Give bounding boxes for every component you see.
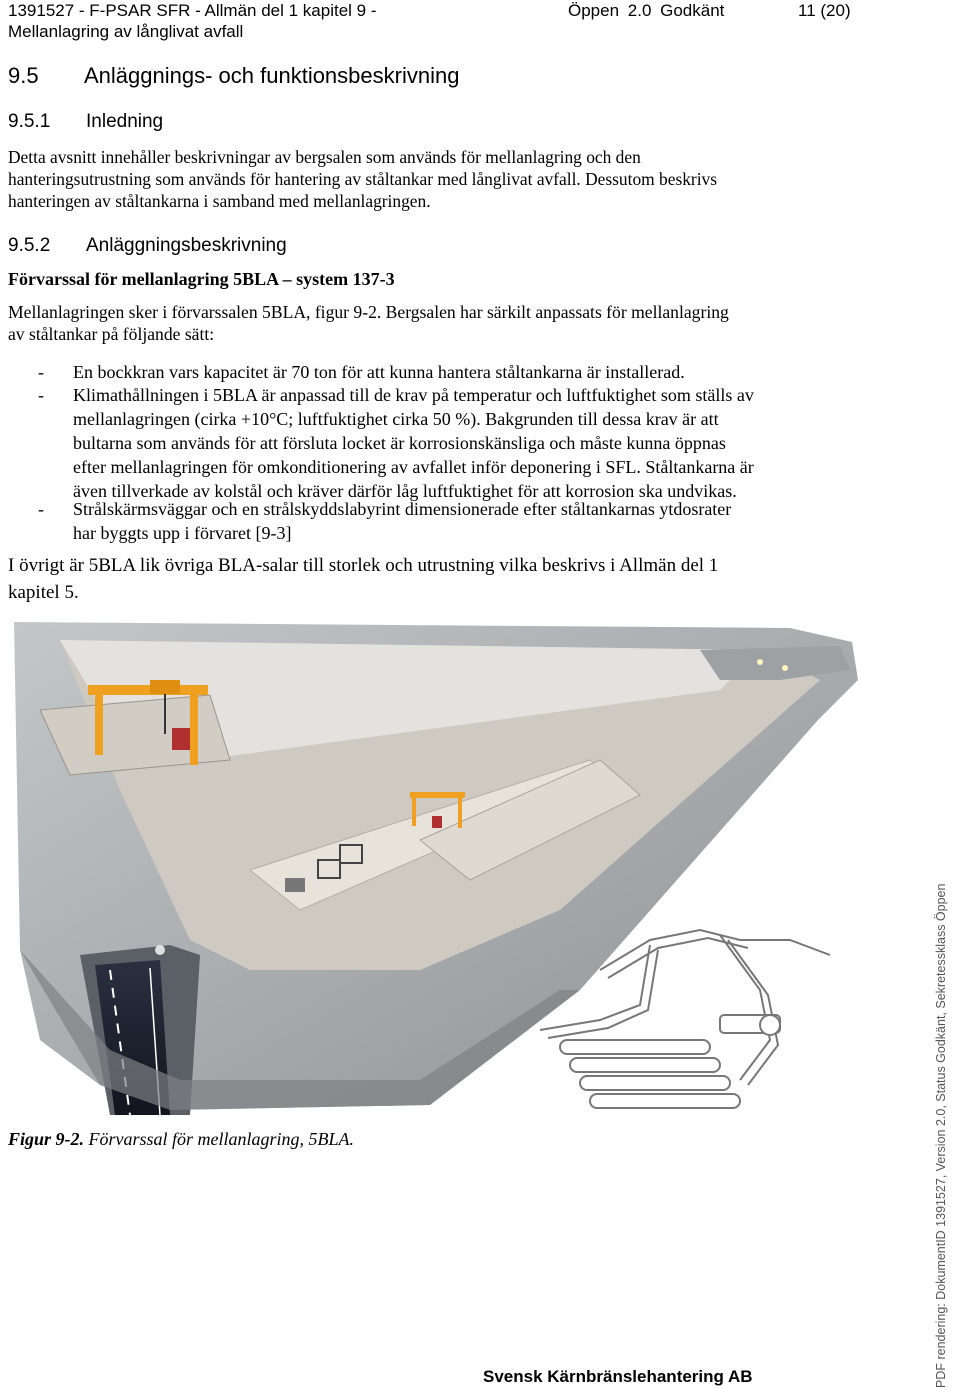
- figure-caption-label: Figur 9-2.: [8, 1129, 85, 1149]
- paragraph-line: I övrigt är 5BLA lik övriga BLA-salar till storlek och utrustning vilka beskrivs i Allmän del 1: [8, 555, 719, 576]
- intro-paragraph: [8, 146, 928, 212]
- section-number: 9.5: [8, 63, 39, 88]
- list-line: Klimathållningen i 5BLA är anpassad till de krav på temperatur och luftfuktighet som ställs av: [73, 385, 754, 405]
- paragraph-line: Detta avsnitt innehåller beskrivningar av bergsalen som används för mellanlagring och den: [8, 147, 641, 167]
- list-line: En bockkran vars kapacitet är 70 ton för att kunna hantera ståltankarna är installerad.: [73, 362, 685, 382]
- paragraph-line: Mellanlagringen sker i förvarssalen 5BLA, figur 9-2. Bergsalen har särkilt anpassats för mellanlagring: [8, 302, 729, 322]
- footer-company: Svensk Kärnbränslehantering AB: [483, 1367, 753, 1386]
- figure-5bla-illustration: [0, 610, 930, 1130]
- paragraph-line: kapitel 5.: [8, 582, 79, 603]
- section-number: 9.5.2: [8, 235, 51, 256]
- list-dash: -: [38, 362, 44, 382]
- section-heading-9-5: [8, 63, 459, 89]
- subheading-5bla: Förvarssal för mellanlagring 5BLA – system 137-3: [8, 269, 395, 289]
- list-dash: -: [38, 499, 44, 519]
- list-line: efter mellanlagringen för omkonditionering av avfallet inför deponering i SFL. Ståltankarna är: [73, 457, 754, 477]
- list-dash: -: [38, 385, 44, 405]
- figure-caption: [8, 1129, 354, 1150]
- section-title: Anläggningsbeskrivning: [86, 235, 287, 256]
- list-line: mellanlagringen (cirka +10°C; luftfuktighet cirka 50 %). Bakgrunden till dessa krav är att: [73, 409, 719, 429]
- document-id-line: 1391527 - F-PSAR SFR - Allmän del 1 kapitel 9 -: [8, 1, 377, 20]
- document-subtitle-line: Mellanlagring av långlivat avfall: [8, 22, 244, 41]
- document-header: [8, 0, 377, 42]
- paragraph-line: av ståltankar på följande sätt:: [8, 324, 215, 344]
- section-title: Anläggnings- och funktionsbeskrivning: [84, 63, 460, 88]
- paragraph-line: hanteringen av ståltankarna i samband med mellanlagringen.: [8, 191, 431, 211]
- section-heading-9-5-2: [8, 234, 287, 257]
- figure-caption-text: Förvarssal för mellanlagring, 5BLA.: [84, 1129, 355, 1149]
- list-line: bultarna som används för att försluta locket är korrosionskänsliga och måste kunna öppnas: [73, 433, 726, 453]
- document-status: Öppen 2.0 Godkänt: [568, 1, 725, 20]
- loading-platform: [40, 695, 230, 775]
- list-line: Strålskärmsväggar och en strålskyddslabyrint dimensionerade efter ståltankarnas ytdosrater: [73, 499, 732, 519]
- paragraph-line: hanteringsutrustning som används för hantering av ståltankar med långlivat avfall. Dessutom beskrivs: [8, 169, 717, 189]
- section-heading-9-5-1: [8, 110, 163, 133]
- closing-paragraph: [8, 552, 908, 606]
- pdf-rendering-sidebar: PDF rendering: DokumentID 1391527, Version 2.0, Status Godkänt, Sekretessklass Öppen: [934, 883, 948, 1388]
- description-paragraph: [8, 301, 928, 345]
- section-title: Inledning: [86, 111, 164, 132]
- page-number: 11 (20): [798, 1, 851, 20]
- list-line: även tillverkade av kolstål och kräver därför låg luftfuktighet för att korrosion ska undvikas.: [73, 481, 737, 501]
- list-line: har byggts upp i förvaret [9-3]: [73, 523, 292, 543]
- section-number: 9.5.1: [8, 111, 51, 132]
